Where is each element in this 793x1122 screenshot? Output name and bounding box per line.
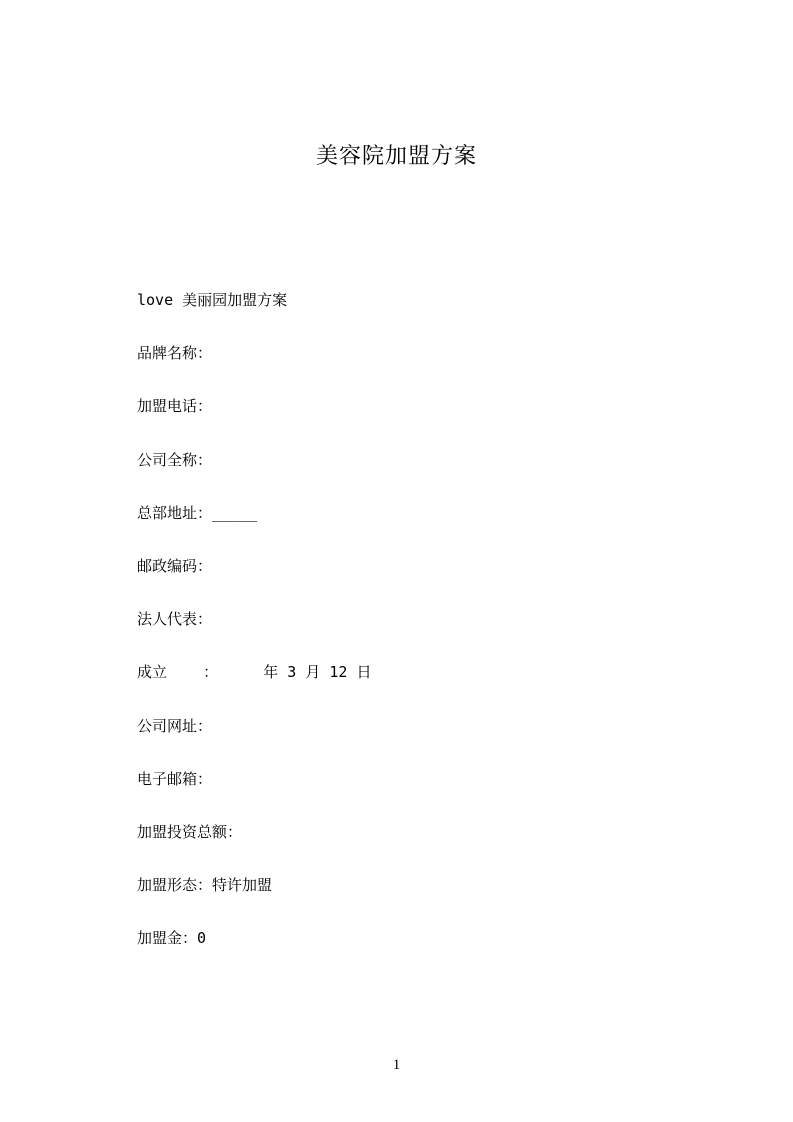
- page-number: 1: [392, 1057, 401, 1073]
- postal-code-line: 邮政编码：: [137, 556, 213, 575]
- total-investment-line: 加盟投资总额：: [137, 822, 243, 841]
- page-title: 美容院加盟方案: [315, 144, 477, 169]
- established-date-line: 成立 ： 年 3 月 12 日: [137, 663, 372, 682]
- email-line: 电子邮箱：: [137, 769, 213, 788]
- headquarters-address-line: 总部地址：_____: [137, 503, 258, 522]
- brand-name-line: 品牌名称：: [137, 344, 213, 363]
- franchise-phone-line: 加盟电话：: [137, 397, 213, 416]
- franchise-fee-line: 加盟金：0: [137, 929, 207, 948]
- legal-representative-line: 法人代表：: [137, 610, 213, 629]
- company-website-line: 公司网址：: [137, 716, 213, 735]
- document-body: [137, 289, 697, 980]
- company-full-name-line: 公司全称：: [137, 450, 213, 469]
- subtitle-line: love 美丽园加盟方案: [137, 291, 288, 309]
- franchise-type-line: 加盟形态：特许加盟: [137, 876, 273, 895]
